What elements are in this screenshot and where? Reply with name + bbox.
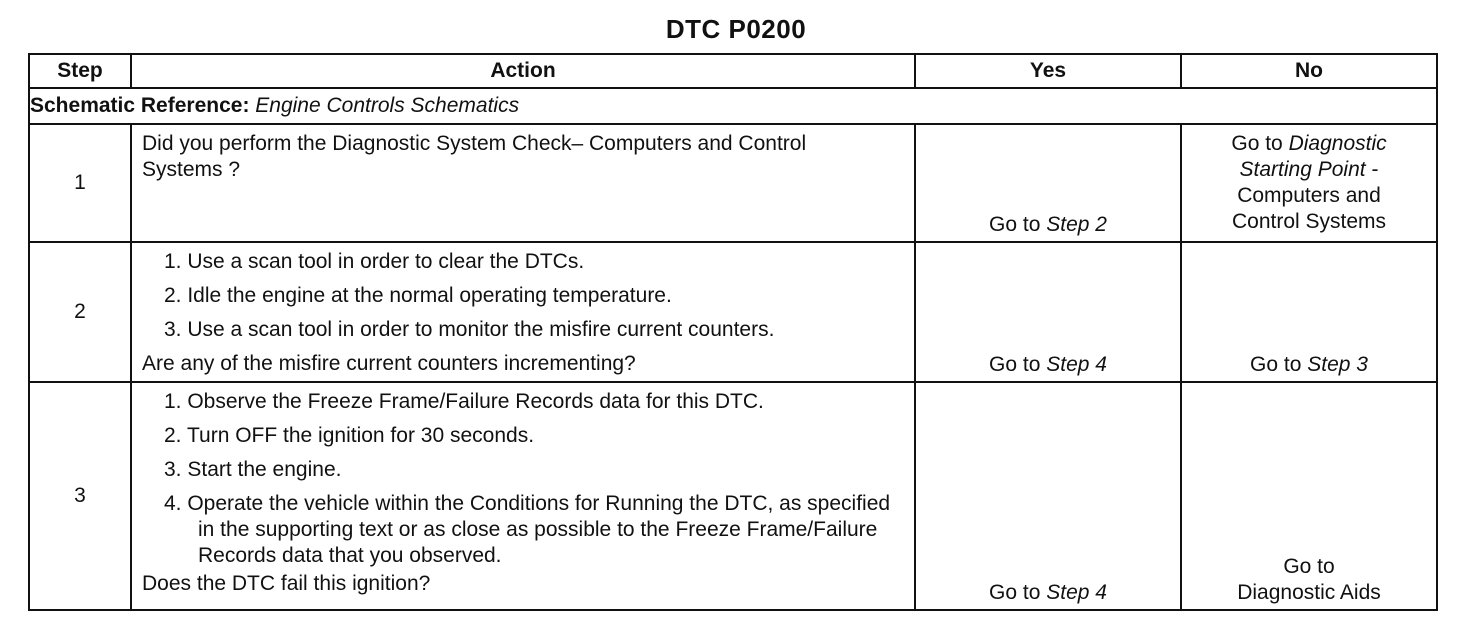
table-row [29,242,1437,382]
header-action: Action [131,54,915,88]
header-step: Step [29,54,131,88]
yes-prefix: Go to [989,581,1041,604]
yes-cell [915,242,1181,382]
action-question: Does the DTC fail this ignition? [142,572,431,595]
yes-prefix: Go to [989,213,1041,236]
header-yes: Yes [915,54,1181,88]
no-ref-diagnostic[interactable]: Diagnostic [1288,132,1387,155]
header-no: No [1181,54,1437,88]
no-ref-dash: - [1371,158,1379,181]
yes-step-link[interactable]: Step 4 [1046,581,1107,604]
step-number: 3 [29,382,131,610]
schematic-label: Schematic Reference: [30,94,250,117]
schematic-reference-row [29,88,1437,124]
action-item: 1. Observe the Freeze Frame/Failure Records data for this DTC. [164,390,764,413]
action-cell [131,124,915,242]
no-diagnostic-aids-link[interactable]: Diagnostic Aids [1237,581,1381,604]
no-prefix: Go to [1231,132,1283,155]
action-item: 1. Use a scan tool in order to clear the DTCs. [164,250,585,273]
no-cell [1181,124,1437,242]
action-list [142,249,904,343]
schematic-value: Engine Controls Schematics [255,94,520,117]
diagnostic-table [28,53,1438,611]
yes-prefix: Go to [989,353,1041,376]
yes-cell [915,382,1181,610]
header-row [29,54,1437,88]
action-question: Are any of the misfire current counters incrementing? [142,352,636,375]
action-item: 4. Operate the vehicle within the Conditions for Running the DTC, as specified in the supporting text or as close as possible to the Freeze Frame/Failure Records data that you observed. [164,492,891,567]
page-title: DTC P0200 [665,14,807,44]
action-list [142,389,904,569]
yes-cell [915,124,1181,242]
no-cell [1181,382,1437,610]
no-step-link[interactable]: Step 3 [1307,353,1368,376]
no-prefix: Go to [1250,353,1302,376]
action-item: 2. Idle the engine at the normal operating temperature. [164,284,672,307]
no-prefix: Go to [1283,555,1335,578]
no-cell [1181,242,1437,382]
action-cell [131,242,915,382]
no-ref-line3: Computers and [1237,184,1381,207]
yes-step-link[interactable]: Step 4 [1046,353,1107,376]
no-ref-starting-point[interactable]: Starting Point [1239,158,1366,181]
yes-step-link[interactable]: Step 2 [1046,213,1107,236]
table-row [29,382,1437,610]
action-question: Did you perform the Diagnostic System Check– Computers and Control Systems ? [142,132,807,181]
action-item: 3. Start the engine. [164,458,342,481]
step-number: 2 [29,242,131,382]
table-row [29,124,1437,242]
no-ref-line4: Control Systems [1231,210,1387,233]
action-cell [131,382,915,610]
action-item: 2. Turn OFF the ignition for 30 seconds. [164,424,535,447]
schematic-reference [29,88,1437,124]
step-number: 1 [29,124,131,242]
action-item: 3. Use a scan tool in order to monitor the misfire current counters. [164,318,775,341]
